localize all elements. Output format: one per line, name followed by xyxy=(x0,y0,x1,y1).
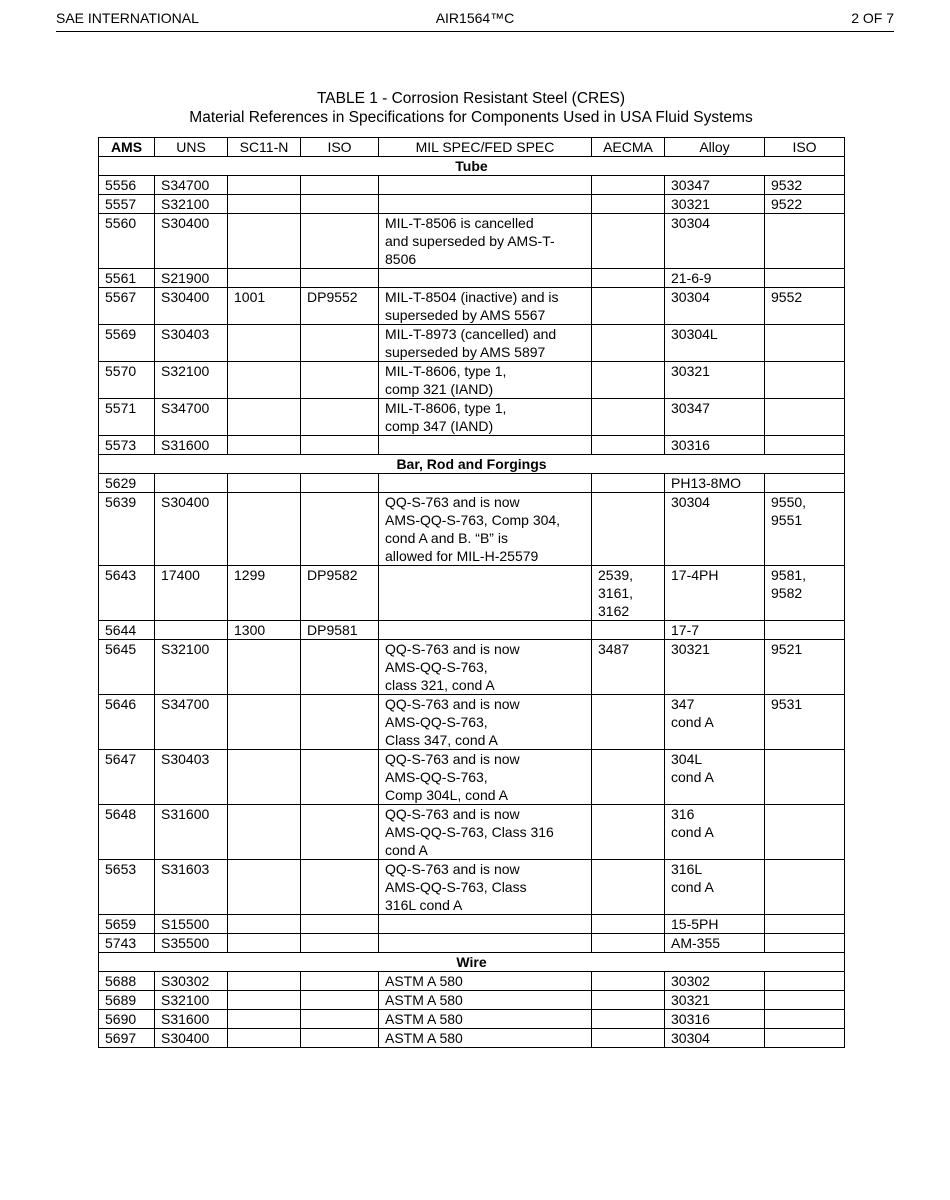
materials-table xyxy=(98,137,845,1048)
column-header: AMS xyxy=(99,138,155,157)
table-cell xyxy=(765,436,845,455)
table-row xyxy=(99,934,845,953)
table-row xyxy=(99,214,845,269)
table-cell: 5569 xyxy=(99,325,155,362)
table-cell xyxy=(301,695,379,750)
table-cell xyxy=(765,399,845,436)
table-cell: 30316 xyxy=(665,436,765,455)
table-cell: 5570 xyxy=(99,362,155,399)
table-cell xyxy=(592,695,665,750)
table-cell: ASTM A 580 xyxy=(379,1010,592,1029)
table-row xyxy=(99,621,845,640)
table-cell: 2539, 3161, 3162 xyxy=(592,566,665,621)
table-cell: 17400 xyxy=(155,566,228,621)
table-row xyxy=(99,972,845,991)
table-cell xyxy=(379,176,592,195)
table-cell: DP9582 xyxy=(301,566,379,621)
table-cell: QQ-S-763 and is now AMS-QQ-S-763, Class 316L cond A xyxy=(379,860,592,915)
table-cell: 5690 xyxy=(99,1010,155,1029)
table-row xyxy=(99,362,845,399)
table-cell xyxy=(379,934,592,953)
table-cell: QQ-S-763 and is now AMS-QQ-S-763, class 321, cond A xyxy=(379,640,592,695)
table-row xyxy=(99,474,845,493)
table-cell xyxy=(765,1010,845,1029)
table-cell: 5648 xyxy=(99,805,155,860)
table-cell xyxy=(592,436,665,455)
table-cell: MIL-T-8606, type 1, comp 347 (IAND) xyxy=(379,399,592,436)
table-cell: MIL-T-8504 (inactive) and is superseded by AMS 5567 xyxy=(379,288,592,325)
header-page-number: 2 OF 7 xyxy=(851,10,894,26)
table-cell: MIL-T-8506 is cancelled and superseded by AMS-T- 8506 xyxy=(379,214,592,269)
table-cell xyxy=(765,269,845,288)
table-cell xyxy=(228,436,301,455)
table-cell xyxy=(228,214,301,269)
table-cell xyxy=(228,860,301,915)
table-cell xyxy=(379,915,592,934)
table-cell xyxy=(301,399,379,436)
table-cell: S32100 xyxy=(155,362,228,399)
table-cell xyxy=(228,474,301,493)
table-cell: 5643 xyxy=(99,566,155,621)
table-cell xyxy=(592,621,665,640)
column-header: ISO xyxy=(765,138,845,157)
column-header: Alloy xyxy=(665,138,765,157)
table-cell: 17-7 xyxy=(665,621,765,640)
table-cell: 30302 xyxy=(665,972,765,991)
table-cell xyxy=(592,399,665,436)
table-cell: 5573 xyxy=(99,436,155,455)
table-cell: 304L cond A xyxy=(665,750,765,805)
table-row xyxy=(99,269,845,288)
page-header xyxy=(56,9,894,32)
table-cell xyxy=(592,805,665,860)
table-cell: 30304 xyxy=(665,288,765,325)
table-cell xyxy=(228,195,301,214)
table-cell: ASTM A 580 xyxy=(379,972,592,991)
table-cell xyxy=(301,972,379,991)
table-cell: 30321 xyxy=(665,195,765,214)
table-cell xyxy=(301,214,379,269)
table-cell: ASTM A 580 xyxy=(379,991,592,1010)
table-cell: S32100 xyxy=(155,640,228,695)
column-header: UNS xyxy=(155,138,228,157)
table-subtitle: Material References in Specifications for Components Used in USA Fluid Systems xyxy=(189,109,753,126)
table-row xyxy=(99,195,845,214)
column-header: SC11-N xyxy=(228,138,301,157)
table-cell xyxy=(592,934,665,953)
table-cell: S30400 xyxy=(155,493,228,566)
table-cell xyxy=(301,325,379,362)
table-cell xyxy=(592,288,665,325)
table-cell: 5644 xyxy=(99,621,155,640)
table-cell: 5560 xyxy=(99,214,155,269)
section-title: Tube xyxy=(99,157,845,176)
table-row xyxy=(99,695,845,750)
table-cell xyxy=(592,474,665,493)
table-cell: S31600 xyxy=(155,1010,228,1029)
table-cell: QQ-S-763 and is now AMS-QQ-S-763, Class 316 cond A xyxy=(379,805,592,860)
table-header-row xyxy=(99,138,845,157)
table-cell xyxy=(592,750,665,805)
table-cell xyxy=(592,860,665,915)
table-cell: 17-4PH xyxy=(665,566,765,621)
table-cell: 9522 xyxy=(765,195,845,214)
table-cell xyxy=(592,1029,665,1048)
table-cell xyxy=(228,972,301,991)
table-cell xyxy=(301,176,379,195)
table-cell: QQ-S-763 and is now AMS-QQ-S-763, Comp 304, cond A and B. “B” is allowed for MIL-H-25579 xyxy=(379,493,592,566)
table-cell: 9521 xyxy=(765,640,845,695)
table-cell xyxy=(379,474,592,493)
table-cell: 5639 xyxy=(99,493,155,566)
table-cell xyxy=(228,362,301,399)
table-cell xyxy=(301,1010,379,1029)
table-cell: S30400 xyxy=(155,288,228,325)
table-cell: 30304 xyxy=(665,493,765,566)
table-cell xyxy=(592,195,665,214)
table-cell: 30316 xyxy=(665,1010,765,1029)
table-title: TABLE 1 - Corrosion Resistant Steel (CRES) xyxy=(316,90,626,107)
table-cell xyxy=(379,269,592,288)
table-cell xyxy=(765,805,845,860)
table-cell xyxy=(228,176,301,195)
section-row xyxy=(99,455,845,474)
table-cell xyxy=(765,934,845,953)
table-cell: 347 cond A xyxy=(665,695,765,750)
table-cell: 5557 xyxy=(99,195,155,214)
table-cell: MIL-T-8973 (cancelled) and superseded by AMS 5897 xyxy=(379,325,592,362)
table-cell xyxy=(592,269,665,288)
table-cell: PH13-8MO xyxy=(665,474,765,493)
table-cell: DP9581 xyxy=(301,621,379,640)
table-cell xyxy=(765,362,845,399)
table-cell: 1299 xyxy=(228,566,301,621)
table-cell xyxy=(765,750,845,805)
table-cell: 5697 xyxy=(99,1029,155,1048)
table-cell: S31603 xyxy=(155,860,228,915)
table-cell: 5556 xyxy=(99,176,155,195)
table-body xyxy=(99,157,845,1048)
table-cell xyxy=(228,750,301,805)
table-cell: 5646 xyxy=(99,695,155,750)
table-cell: 3487 xyxy=(592,640,665,695)
table-cell: 5567 xyxy=(99,288,155,325)
table-cell xyxy=(765,991,845,1010)
table-cell xyxy=(379,566,592,621)
table-cell xyxy=(301,750,379,805)
table-cell: 9581, 9582 xyxy=(765,566,845,621)
table-cell xyxy=(592,915,665,934)
table-cell: S30302 xyxy=(155,972,228,991)
table-row xyxy=(99,860,845,915)
column-header: ISO xyxy=(301,138,379,157)
table-cell: 5689 xyxy=(99,991,155,1010)
table-cell: 30304 xyxy=(665,1029,765,1048)
table-cell: 9532 xyxy=(765,176,845,195)
table-cell xyxy=(765,860,845,915)
table-cell xyxy=(379,195,592,214)
table-cell xyxy=(301,1029,379,1048)
table-cell xyxy=(592,176,665,195)
table-row xyxy=(99,991,845,1010)
table-cell xyxy=(155,474,228,493)
table-row xyxy=(99,915,845,934)
table-cell xyxy=(228,269,301,288)
table-cell xyxy=(592,493,665,566)
table-cell xyxy=(301,474,379,493)
table-row xyxy=(99,176,845,195)
table-cell: S30403 xyxy=(155,750,228,805)
table-cell: S35500 xyxy=(155,934,228,953)
section-title: Wire xyxy=(99,953,845,972)
table-cell xyxy=(592,1010,665,1029)
table-cell: 9552 xyxy=(765,288,845,325)
table-cell: 5653 xyxy=(99,860,155,915)
table-cell xyxy=(228,1029,301,1048)
section-row xyxy=(99,157,845,176)
table-cell xyxy=(228,915,301,934)
table-cell: 5659 xyxy=(99,915,155,934)
table-cell xyxy=(592,972,665,991)
table-cell: 5688 xyxy=(99,972,155,991)
table-cell: 9550, 9551 xyxy=(765,493,845,566)
table-cell: S32100 xyxy=(155,195,228,214)
table-cell xyxy=(301,860,379,915)
table-cell xyxy=(228,325,301,362)
table-cell xyxy=(592,325,665,362)
table-cell: MIL-T-8606, type 1, comp 321 (IAND) xyxy=(379,362,592,399)
table-cell: S34700 xyxy=(155,695,228,750)
table-cell: S15500 xyxy=(155,915,228,934)
table-cell: 30347 xyxy=(665,176,765,195)
table-cell: S30403 xyxy=(155,325,228,362)
table-row xyxy=(99,566,845,621)
table-cell: S31600 xyxy=(155,436,228,455)
table-cell xyxy=(301,436,379,455)
table-cell xyxy=(301,269,379,288)
table-row xyxy=(99,325,845,362)
table-cell: 30304L xyxy=(665,325,765,362)
table-cell xyxy=(592,362,665,399)
table-cell xyxy=(301,991,379,1010)
table-cell xyxy=(228,640,301,695)
table-cell xyxy=(765,1029,845,1048)
table-cell: 30321 xyxy=(665,640,765,695)
table-cell: 30347 xyxy=(665,399,765,436)
table-cell: 316 cond A xyxy=(665,805,765,860)
section-title: Bar, Rod and Forgings xyxy=(99,455,845,474)
table-cell xyxy=(379,436,592,455)
table-cell: 21-6-9 xyxy=(665,269,765,288)
section-row xyxy=(99,953,845,972)
table-cell xyxy=(765,915,845,934)
table-cell: 1001 xyxy=(228,288,301,325)
table-cell xyxy=(228,805,301,860)
table-cell xyxy=(228,934,301,953)
table-cell xyxy=(301,934,379,953)
table-row xyxy=(99,640,845,695)
table-cell: S34700 xyxy=(155,176,228,195)
table-cell: AM-355 xyxy=(665,934,765,953)
table-cell: QQ-S-763 and is now AMS-QQ-S-763, Class 347, cond A xyxy=(379,695,592,750)
table-cell xyxy=(765,621,845,640)
table-cell xyxy=(301,362,379,399)
table-cell xyxy=(301,915,379,934)
table-cell: ASTM A 580 xyxy=(379,1029,592,1048)
table-cell: 316L cond A xyxy=(665,860,765,915)
table-cell: 5645 xyxy=(99,640,155,695)
table-cell: 30321 xyxy=(665,991,765,1010)
table-row xyxy=(99,1010,845,1029)
table-cell: 9531 xyxy=(765,695,845,750)
table-row xyxy=(99,399,845,436)
table-row xyxy=(99,493,845,566)
table-cell xyxy=(765,972,845,991)
table-cell xyxy=(155,621,228,640)
table-row xyxy=(99,1029,845,1048)
table-row xyxy=(99,750,845,805)
table-cell: DP9552 xyxy=(301,288,379,325)
table-cell: 30304 xyxy=(665,214,765,269)
table-row xyxy=(99,436,845,455)
table-cell: 5743 xyxy=(99,934,155,953)
table-cell xyxy=(379,621,592,640)
header-doc-number: AIR1564™C xyxy=(435,10,515,26)
table-cell xyxy=(592,991,665,1010)
table-cell xyxy=(301,640,379,695)
table-cell xyxy=(765,214,845,269)
table-cell: 1300 xyxy=(228,621,301,640)
table-cell xyxy=(592,214,665,269)
table-cell: 30321 xyxy=(665,362,765,399)
table-cell: 5561 xyxy=(99,269,155,288)
header-org: SAE INTERNATIONAL xyxy=(56,10,199,26)
table-row xyxy=(99,288,845,325)
column-header: MIL SPEC/FED SPEC xyxy=(379,138,592,157)
table-cell: 15-5PH xyxy=(665,915,765,934)
table-cell xyxy=(228,991,301,1010)
table-cell: S30400 xyxy=(155,1029,228,1048)
table-cell xyxy=(301,493,379,566)
table-cell: 5647 xyxy=(99,750,155,805)
table-cell xyxy=(228,695,301,750)
table-cell xyxy=(228,493,301,566)
table-cell: S21900 xyxy=(155,269,228,288)
table-cell xyxy=(301,805,379,860)
table-cell xyxy=(228,1010,301,1029)
table-cell xyxy=(765,325,845,362)
table-cell: QQ-S-763 and is now AMS-QQ-S-763, Comp 304L, cond A xyxy=(379,750,592,805)
table-cell: S34700 xyxy=(155,399,228,436)
column-header: AECMA xyxy=(592,138,665,157)
table-row xyxy=(99,805,845,860)
table-cell: 5629 xyxy=(99,474,155,493)
table-cell xyxy=(228,399,301,436)
table-cell: S31600 xyxy=(155,805,228,860)
table-cell xyxy=(765,474,845,493)
table-cell: S30400 xyxy=(155,214,228,269)
table-cell: S32100 xyxy=(155,991,228,1010)
table-cell: 5571 xyxy=(99,399,155,436)
table-cell xyxy=(301,195,379,214)
